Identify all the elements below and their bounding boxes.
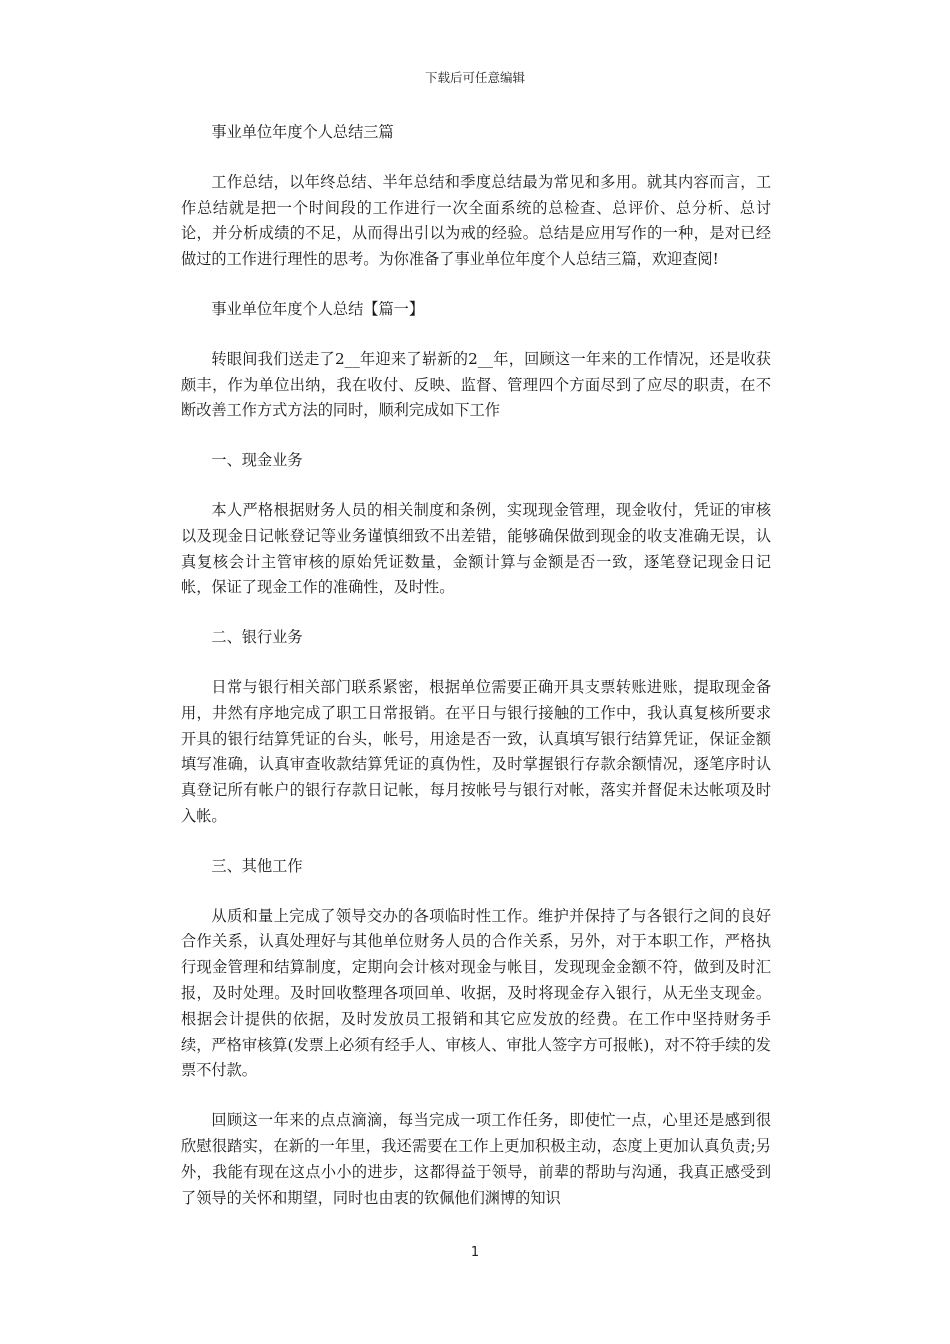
part-heading-cash: 一、现金业务 [211, 451, 303, 470]
section-intro-paragraph: 转眼间我们送走了2__年迎来了崭新的2__年，回顾这一年来的工作情况，还是收获颇丰，作为单位出纳，我在收付、反映、监督、管理四个方面尽到了应尽的职责，在不断改善工作方式方法的同时，顺利完成如下工作 [181, 349, 771, 420]
part-heading-bank: 二、银行业务 [211, 628, 303, 647]
part-body-cash: 本人严格根据财务人员的相关制度和条例，实现现金管理，现金收付，凭证的审核以及现金日记帐登记等业务谨慎细致不出差错，能够确保做到现金的收支准确无误，认真复核会计主管审核的原始凭证数量，金额计算与金额是否一致，逐笔登记现金日记帐，保证了现金工作的准确性，及时性。 [181, 500, 771, 597]
part-body-bank: 日常与银行相关部门联系紧密，根据单位需要正确开具支票转账进账，提取现金备用，井然有序地完成了职工日常报销。在平日与银行接触的工作中，我认真复核所要求开具的银行结算凭证的台头，帐号，用途是否一致，认真填写银行结算凭证，保证金额填写准确，认真审查收款结算凭证的真伪性，及时掌握银行存款余额情况，逐笔序时认真登记所有帐户的银行存款日记帐，每月按帐号与银行对帐，落实并督促未达帐项及时入帐。 [181, 677, 771, 825]
download-note: 下载后可任意编辑 [424, 70, 525, 85]
part-body-other: 从质和量上完成了领导交办的各项临时性工作。维护并保持了与各银行之间的良好合作关系，认真处理好与其他单位财务人员的合作关系，另外，对于本职工作，严格执行现金管理和结算制度，定期向会计核对现金与帐目，发现现金金额不符，做到及时汇报，及时处理。及时回收整理各项回单、收据，及时将现金存入银行，从无坐支现金。根据会计提供的依据，及时发放员工报销和其它应发放的经费。在工作中坚持财务手续，严格审核算(发票上必须有经手人、审核人、审批人签字方可报帐)，对不符手续的发票不付款。 [181, 906, 771, 1080]
document-title: 事业单位年度个人总结三篇 [211, 123, 394, 141]
section-title-1: 事业单位年度个人总结【篇一】 [211, 299, 425, 318]
page-number: 1 [470, 1245, 480, 1260]
closing-paragraph: 回顾这一年来的点点滴滴，每当完成一项工作任务，即使忙一点，心里还是感到很欣慰很踏实，在新的一年里，我还需要在工作上更加积极主动，态度上更加认真负责;另外，我能有现在这点小小的进步，这都得益于领导，前辈的帮助与沟通，我真正感受到了领导的关怀和期望，同时也由衷的钦佩他们渊博的知识 [181, 1111, 771, 1207]
document-body [181, 120, 771, 1235]
part-heading-other: 三、其他工作 [211, 856, 303, 875]
intro-paragraph: 工作总结，以年终总结、半年总结和季度总结最为常见和多用。就其内容而言，工作总结就是把一个时间段的工作进行一次全面系统的总检查、总评价、总分析、总讨论，并分析成绩的不足，从而得出引以为戒的经验。总结是应用写作的一种，是对已经做过的工作进行理性的思考。为你准备了事业单位年度个人总结三篇，欢迎查阅! [181, 172, 771, 269]
